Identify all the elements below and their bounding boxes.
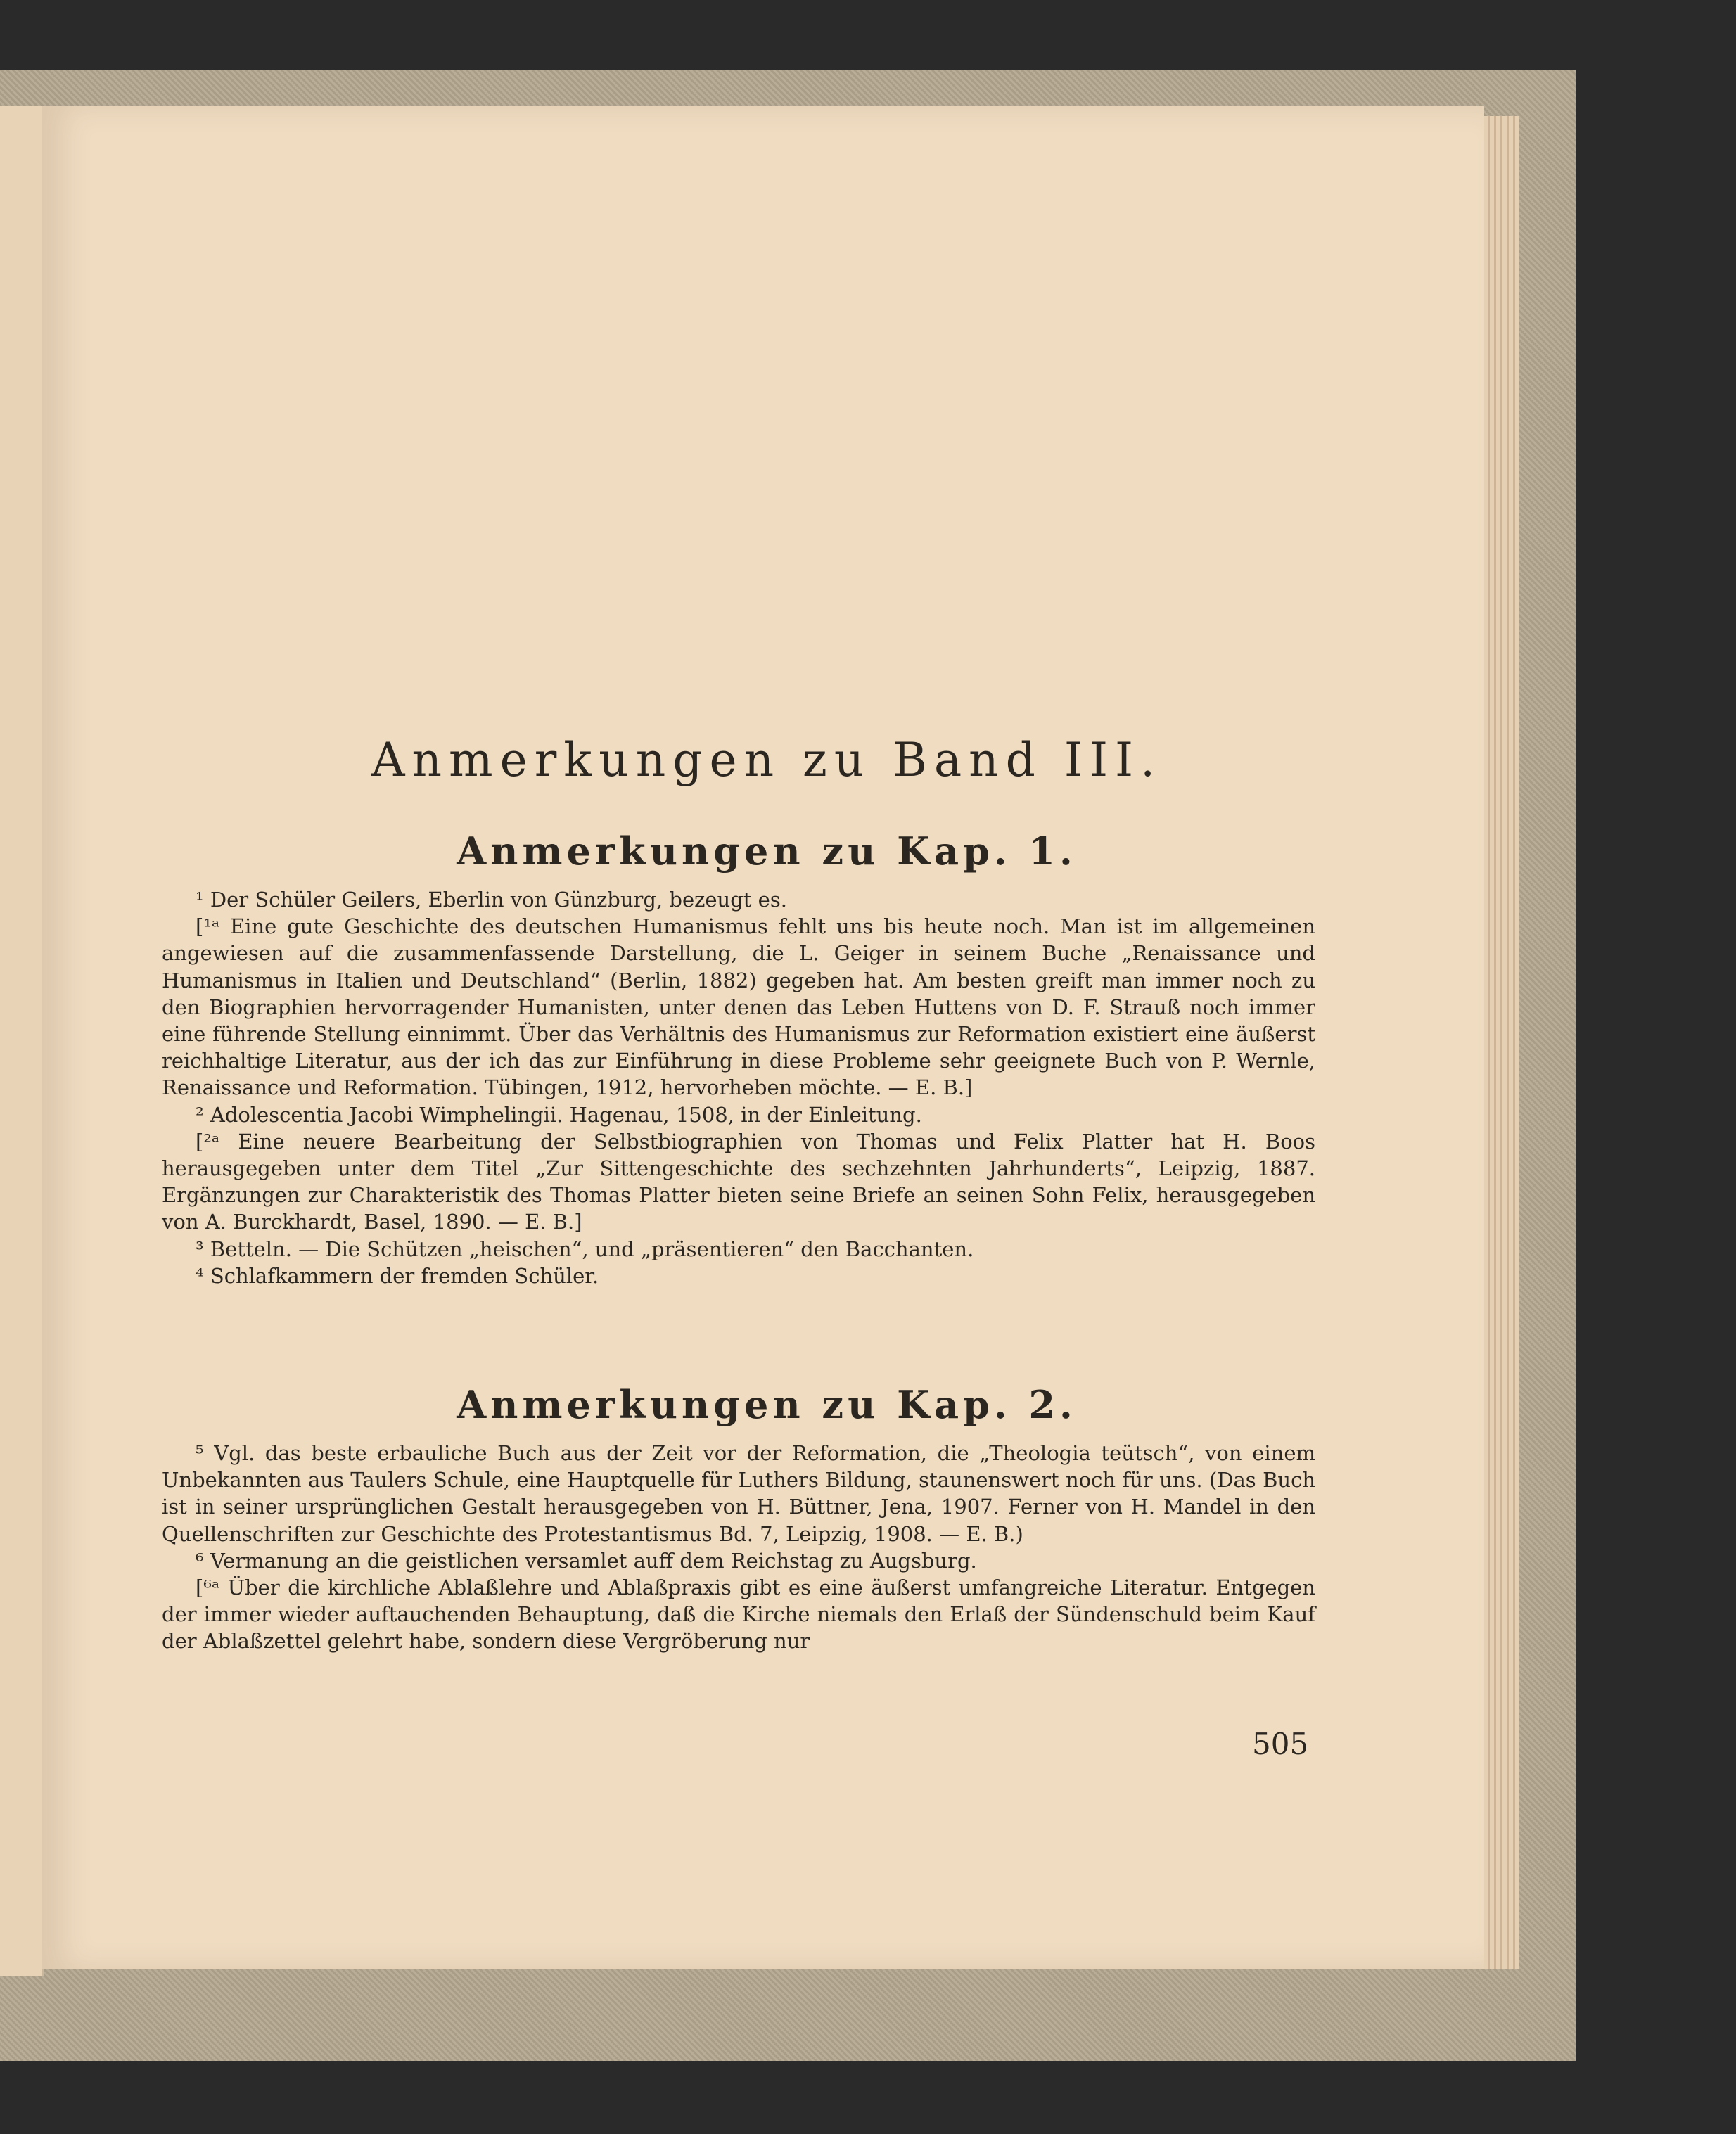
note-1a: [¹ᵃ Eine gute Geschichte des deutschen Humanismus fehlt uns bis heute noch. Man ist im allgemeinen angewiesen auf die zusammenfassende Darstellung, die L. Geiger in seinem Buche „Renaissance und Humanismus in Italien und Deutschland“ (Berlin, 1882) gegeben hat. Am besten greift man immer noch zu den Biographien hervorragender Humanisten, unter denen das Leben Huttens von D. F. Strauß noch immer eine führende Stellung einnimmt. Über das Verhältnis des Humanismus zur Reformation existiert eine äußerst reichhaltige Literatur, aus der ich das zur Einführung in diese Probleme sehr geeignete Buch von P. Wernle, Renaissance und Reformation. Tübingen, 1912, hervorheben möchte. — E. B.] (162, 914, 1315, 1100)
note-5: ⁵ Vgl. das beste erbauliche Buch aus der Zeit vor der Reformation, die „Theologia teütsch“, von einem Unbekannten aus Taulers Schule, eine Hauptquelle für Luthers Bildung, staunenswert noch für uns. (Das Buch ist in seiner ursprünglichen Gestalt herausgegeben von H. Büttner, Jena, 1907. Ferner von H. Mandel in den Quellenschriften zur Geschichte des Protestantismus Bd. 7, Leipzig, 1908. — E. B.) (162, 1441, 1315, 1546)
note-2: ² Adolescentia Jacobi Wimphelingii. Hagenau, 1508, in der Einleitung. (196, 1102, 922, 1127)
chapter-1-notes (162, 886, 1315, 1289)
note-4: ⁴ Schlafkammern der fremden Schüler. (196, 1263, 599, 1288)
note-1: ¹ Der Schüler Geilers, Eberlin von Günzburg, bezeugt es. (196, 888, 787, 912)
main-title: Anmerkungen zu Band III. (371, 733, 1163, 787)
left-page-edge (0, 106, 44, 1976)
chapter-1-title: Anmerkungen zu Kap. 1. (457, 829, 1077, 874)
chapter-2-notes (162, 1440, 1315, 1655)
book-page (42, 106, 1484, 1969)
note-3: ³ Betteln. — Die Schützen „heischen“, und „präsentieren“ den Bacchanten. (196, 1237, 974, 1261)
page-number: 505 (1252, 1727, 1309, 1761)
note-6: ⁶ Vermanung an die geistlichen versamlet auff dem Reichstag zu Augsburg. (196, 1548, 977, 1573)
note-6a: [⁶ᵃ Über die kirchliche Ablaßlehre und Ablaßpraxis gibt es eine äußerst umfangreiche Literatur. Entgegen der immer wieder auftauchenden Behauptung, daß die Kirche niemals den Erlaß der Sündenschuld beim Kauf der Ablaßzettel gelehrt habe, sondern diese Vergröberung nur (162, 1576, 1315, 1654)
note-2a: [²ᵃ Eine neuere Bearbeitung der Selbstbiographien von Thomas und Felix Platter hat H. Boos herausgegeben unter dem Titel „Zur Sittengeschichte des sechzehnten Jahrhunderts“, Leipzig, 1887. Ergänzungen zur Charakteristik des Thomas Platter bieten seine Briefe an seinen Sohn Felix, herausgegeben von A. Burckhardt, Basel, 1890. — E. B.] (162, 1129, 1315, 1234)
chapter-2-title: Anmerkungen zu Kap. 2. (457, 1382, 1077, 1427)
